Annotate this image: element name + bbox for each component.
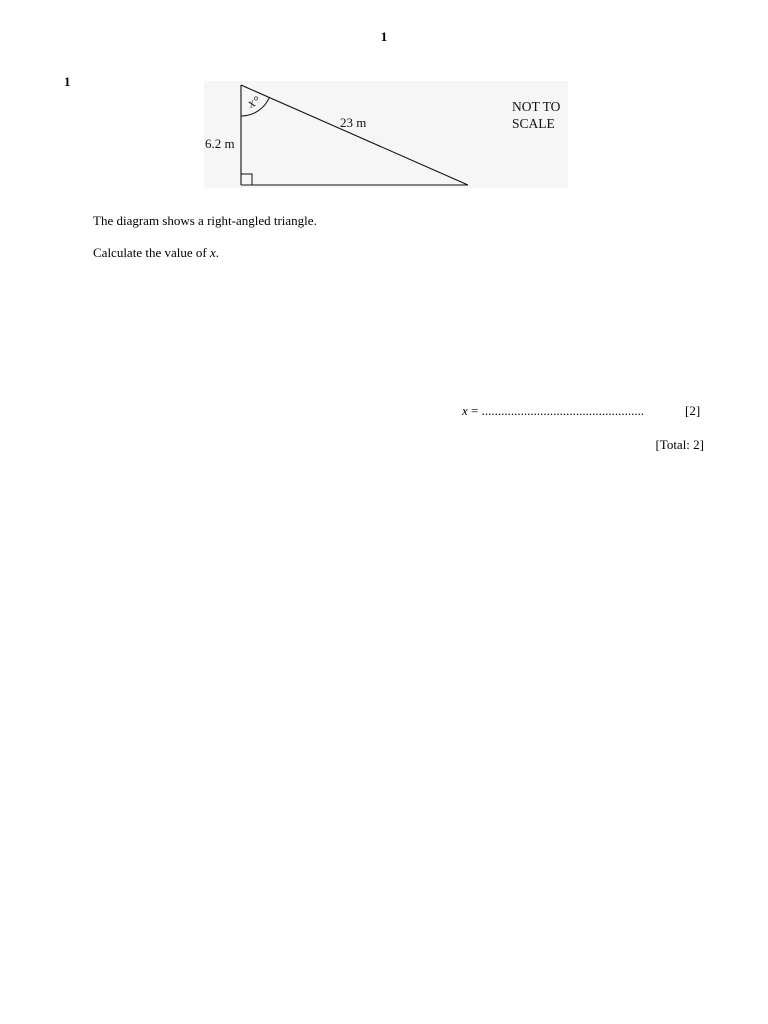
not-to-scale-line2: SCALE: [512, 116, 555, 131]
vertical-side-label: 6.2 m: [205, 136, 235, 151]
triangle-diagram: [204, 81, 568, 188]
answer-equals: =: [467, 403, 482, 418]
stem-prefix: Calculate the value of: [93, 245, 210, 260]
question-stem-line1: The diagram shows a right-angled triangle.: [93, 213, 317, 228]
hypotenuse-side: [241, 85, 468, 185]
question-number: 1: [64, 74, 71, 89]
stem-variable: x: [209, 245, 216, 260]
answer-variable: x: [462, 403, 468, 418]
total-marks: [Total: 2]: [655, 437, 704, 452]
stem-suffix: .: [215, 245, 219, 260]
hypotenuse-label: 23 m: [340, 115, 367, 130]
right-angle-marker: [241, 174, 252, 185]
answer-line[interactable]: [462, 403, 704, 419]
answer-dots[interactable]: ..................................................: [481, 403, 645, 418]
page-number: 1: [380, 29, 388, 44]
answer-marks: [2]: [685, 403, 701, 418]
triangle-svg: [204, 81, 568, 188]
angle-label: x°: [245, 92, 262, 111]
not-to-scale-line1: NOT TO: [512, 99, 561, 114]
question-stem-line2: [93, 245, 219, 261]
